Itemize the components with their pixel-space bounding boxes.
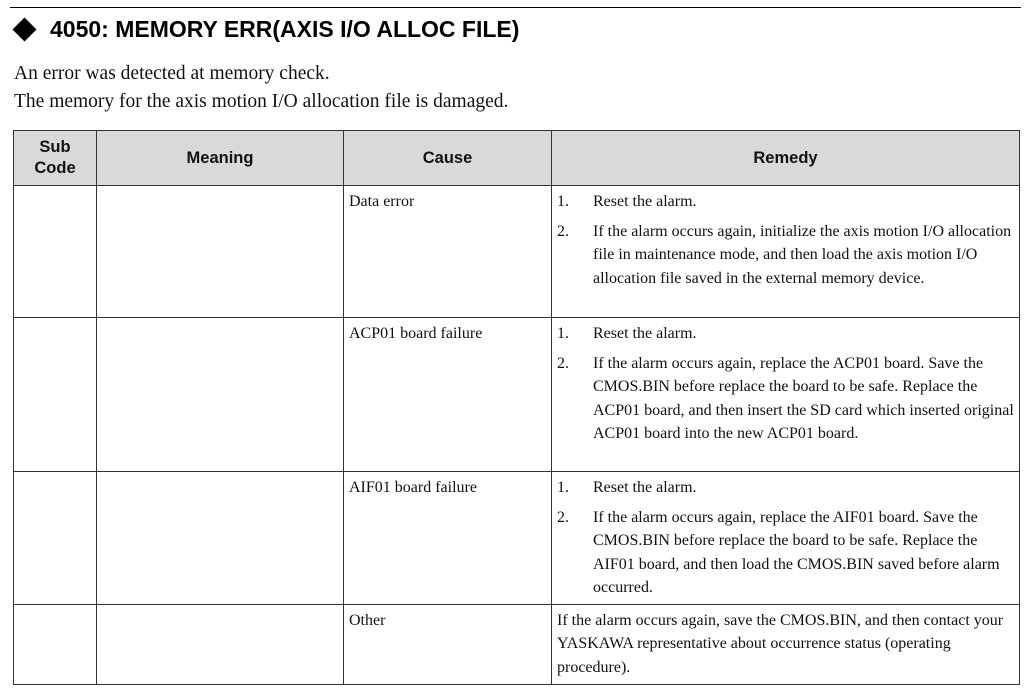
step-text: If the alarm occurs again, replace the AIF01 board. Save the CMOS.BIN before replace the board to be safe. Replace the AIF01 board, and then load the CMOS.BIN saved before alarm occurred. [593,508,1000,596]
header-sub-code [14,131,97,186]
description-line: An error was detected at memory check. [14,63,330,84]
remedy-step [557,476,1014,500]
meaning-cell [97,186,344,318]
step-text: Reset the alarm. [593,479,697,496]
remedy-text: If the alarm occurs again, save the CMOS.BIN, and then contact your YASKAWA representative about occurrence status (operating procedure). [557,611,1004,676]
page-title-text: 4050: MEMORY ERR(AXIS I/O ALLOC FILE) [50,15,520,42]
header-meaning: Meaning [97,131,344,186]
step-number: 1. [557,479,569,496]
header-sub-code-line1: Sub [39,138,71,156]
step-text: If the alarm occurs again, replace the ACP01 board. Save the CMOS.BIN before replace the board to be safe. Replace the ACP01 board, and then insert the SD card which inserted original ACP01 board into the new ACP01 board. [593,354,1014,442]
error-table [13,130,1020,685]
remedy-cell [552,186,1020,318]
step-text: Reset the alarm. [593,193,697,210]
step-text: Reset the alarm. [593,325,697,342]
step-number: 2. [557,354,569,372]
remedy-step [557,220,1014,291]
step-number: 2. [557,222,569,240]
top-rule [10,7,1021,8]
error-description [14,60,508,116]
remedy-step [557,190,1014,214]
remedy-steps [557,322,1014,446]
cause-cell: Data error [344,186,552,318]
remedy-step [557,506,1014,600]
remedy-steps [557,190,1014,290]
header-cause: Cause [344,131,552,186]
sub-code-cell [14,318,97,472]
header-remedy: Remedy [552,131,1020,186]
step-text: If the alarm occurs again, initialize the axis motion I/O allocation file in maintenance mode, and then load the axis motion I/O allocation file saved in the external memory device. [593,222,1012,287]
remedy-step [557,352,1014,446]
table-header-row [14,131,1020,186]
meaning-cell [97,472,344,605]
table-row [14,604,1020,684]
meaning-cell [97,318,344,472]
step-number: 1. [557,325,569,342]
header-sub-code-line2: Code [34,159,76,177]
meaning-cell [97,604,344,684]
cause-cell: ACP01 board failure [344,318,552,472]
table-row [14,472,1020,605]
sub-code-cell [14,472,97,605]
table-row [14,318,1020,472]
remedy-step [557,322,1014,346]
step-number: 2. [557,508,569,526]
remedy-cell [552,604,1020,684]
remedy-steps [557,476,1014,600]
table-row [14,186,1020,318]
step-number: 1. [557,193,569,210]
remedy-cell [552,318,1020,472]
diamond-bullet-icon [12,17,36,41]
cause-cell: Other [344,604,552,684]
cause-cell: AIF01 board failure [344,472,552,605]
page-title [12,14,519,44]
sub-code-cell [14,186,97,318]
remedy-cell [552,472,1020,605]
sub-code-cell [14,604,97,684]
description-line: The memory for the axis motion I/O allocation file is damaged. [14,91,509,112]
